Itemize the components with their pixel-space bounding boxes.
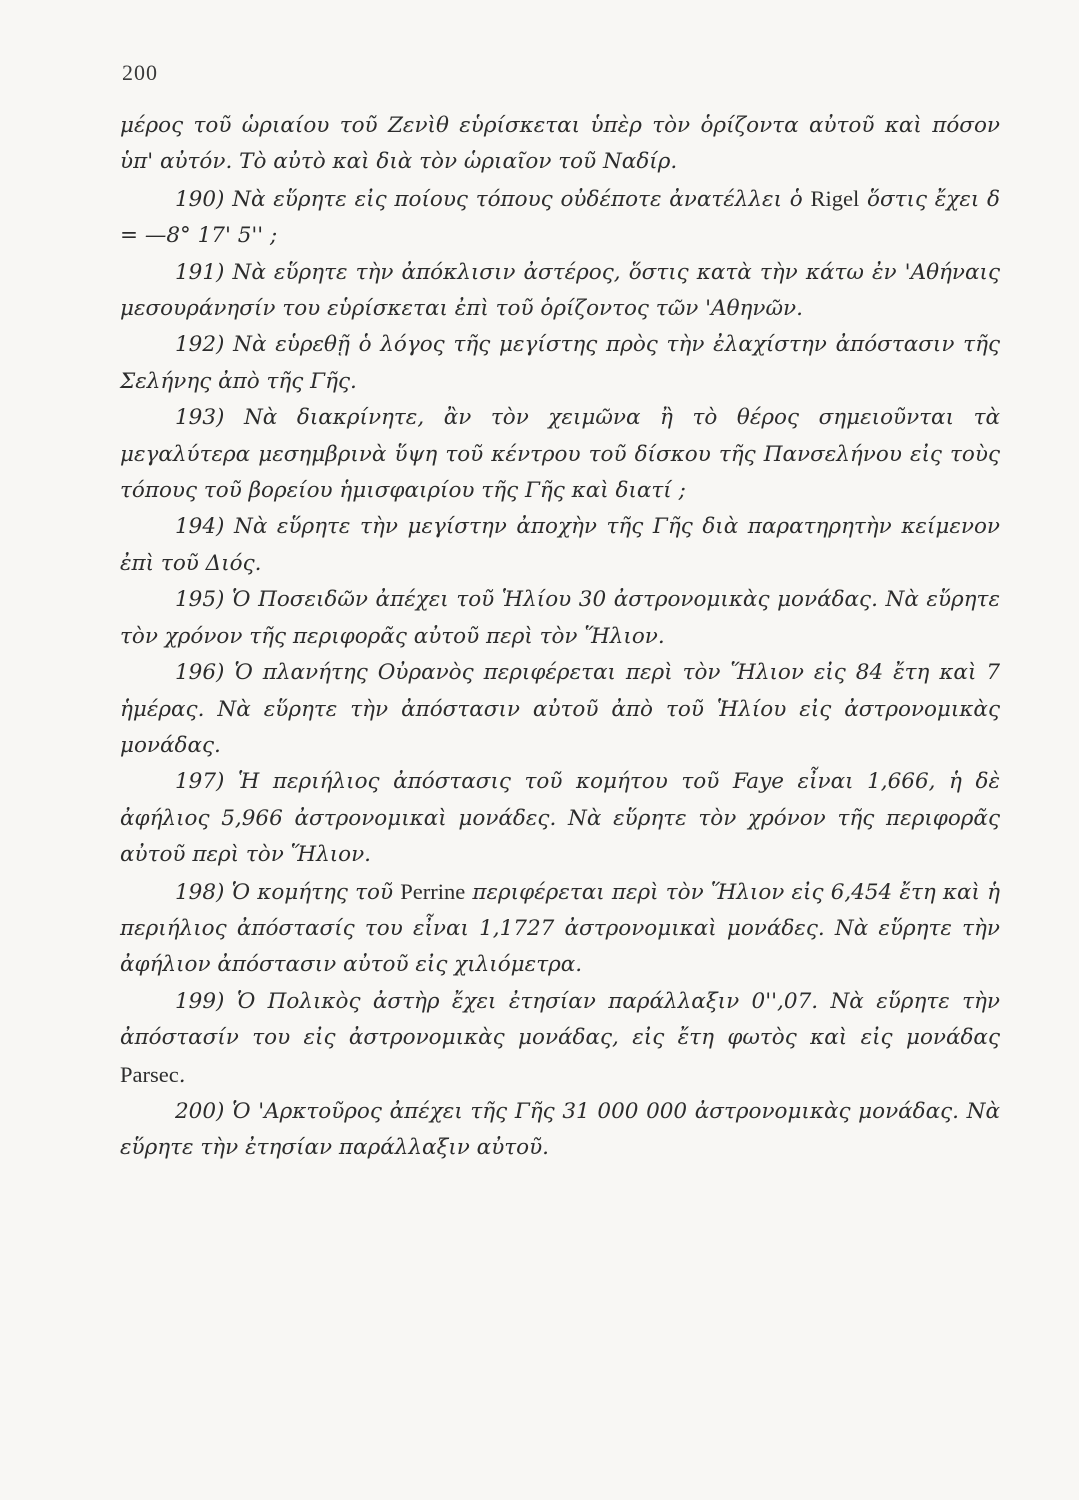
problem-199: [120, 984, 1000, 1094]
problem-193: 193) Νὰ διακρίνητε, ἂν τὸν χειμῶνα ἢ τὸ θέρος σημειοῦνται τὰ μεγαλύτερα μεσημβρινὰ ὕψη τοῦ κέντρου τοῦ δίσκου τῆς Πανσελήνου εἰς τοὺς τόπους τοῦ βορείου ἡμισφαιρίου τῆς Γῆς καὶ διατί ;: [120, 405, 1000, 504]
problem-190-text-a: 190) Νὰ εὕρητε εἰς ποίους τόπους οὐδέποτε ἀνατέλλει ὁ: [175, 186, 811, 212]
problem-192: 192) Νὰ εὑρεθῇ ὁ λόγος τῆς μεγίστης πρὸς τὴν ἐλαχίστην ἀπόστασιν τῆς Σελήνης ἀπὸ τῆς Γῆς.: [120, 332, 1000, 394]
problem-199-text-b: .: [178, 1062, 186, 1088]
problem-198-text-b: περιφέρεται περὶ τὸν Ἥλιον εἰς 6,454 ἔτη καὶ ἡ περιήλιος ἀπόστασίς του εἶναι 1,1727 ἀστρονομικαὶ μονάδες. Νὰ εὕρητε τὴν ἀφήλιον ἀπόστασιν αὐτοῦ εἰς χιλιόμετρα.: [120, 879, 1000, 978]
problem-199-latin: Parsec: [120, 1061, 179, 1087]
problem-195: 195) Ὁ Ποσειδῶν ἀπέχει τοῦ Ἡλίου 30 ἀστρονομικὰς μονάδας. Νὰ εὕρητε τὸν χρόνον τῆς περιφορᾶς αὐτοῦ περὶ τὸν Ἥλιον.: [120, 587, 1000, 649]
problem-190: [120, 181, 1000, 255]
problem-197: 197) Ἡ περιήλιος ἀπόστασις τοῦ κομήτου τοῦ Faye εἶναι 1,666, ἡ δὲ ἀφήλιος 5,966 ἀστρονομικαὶ μονάδες. Νὰ εὕρητε τὸν χρόνον τῆς περιφορᾶς αὐτοῦ περὶ τὸν Ἥλιον.: [120, 769, 1000, 868]
problem-200: 200) Ὁ 'Αρκτοῦρος ἀπέχει τῆς Γῆς 31 000 000 ἀστρονομικὰς μονάδας. Νὰ εὕρητε τὴν ἐτησίαν παράλλαξιν αὐτοῦ.: [120, 1098, 1000, 1161]
problem-199-text-a: 199) Ὁ Πολικὸς ἀστὴρ ἔχει ἐτησίαν παράλλαξιν 0'',07. Νὰ εὕρητε τὴν ἀπόστασίν του εἰς ἀστρονομικὰς μονάδας, εἰς ἔτη φωτὸς καὶ εἰς μονάδας: [120, 988, 1000, 1051]
page-number: 200: [122, 60, 158, 85]
problem-198: [120, 874, 1000, 984]
problem-190-text-b: ὅστις ἔχει δ = —8° 17' 5'' ;: [120, 186, 1001, 249]
problem-190-latin: Rigel: [810, 185, 860, 211]
problem-198-latin: Perrine: [400, 878, 466, 904]
problem-196: 196) Ὁ πλανήτης Οὐρανὸς περιφέρεται περὶ τὸν Ἥλιον εἰς 84 ἔτη καὶ 7 ἡμέρας. Νὰ εὕρητε τὴν ἀπόστασιν αὐτοῦ ἀπὸ τοῦ Ἡλίου εἰς ἀστρονομικὰς μονάδας.: [120, 660, 1000, 758]
paragraph-continuation: μέρος τοῦ ὡριαίου τοῦ Ζενὶθ εὑρίσκεται ὑπὲρ τὸν ὁρίζοντα αὐτοῦ καὶ πόσον ὑπ' αὐτόν. Τὸ αὐτὸ καὶ διὰ τὸν ὡριαῖον τοῦ Ναδίρ.: [120, 113, 1000, 175]
page-text: [120, 108, 1000, 1167]
problem-191: 191) Νὰ εὕρητε τὴν ἀπόκλισιν ἀστέρος, ὅστις κατὰ τὴν κάτω ἐν 'Αθήναις μεσουράνησίν του εὑρίσκεται ἐπὶ τοῦ ὁρίζοντος τῶν 'Αθηνῶν.: [120, 259, 1000, 322]
problem-198-text-a: 198) Ὁ κομήτης τοῦ: [175, 879, 401, 905]
problem-194: 194) Νὰ εὕρητε τὴν μεγίστην ἀποχὴν τῆς Γῆς διὰ παρατηρητὴν κείμενον ἐπὶ τοῦ Διός.: [120, 514, 1000, 576]
